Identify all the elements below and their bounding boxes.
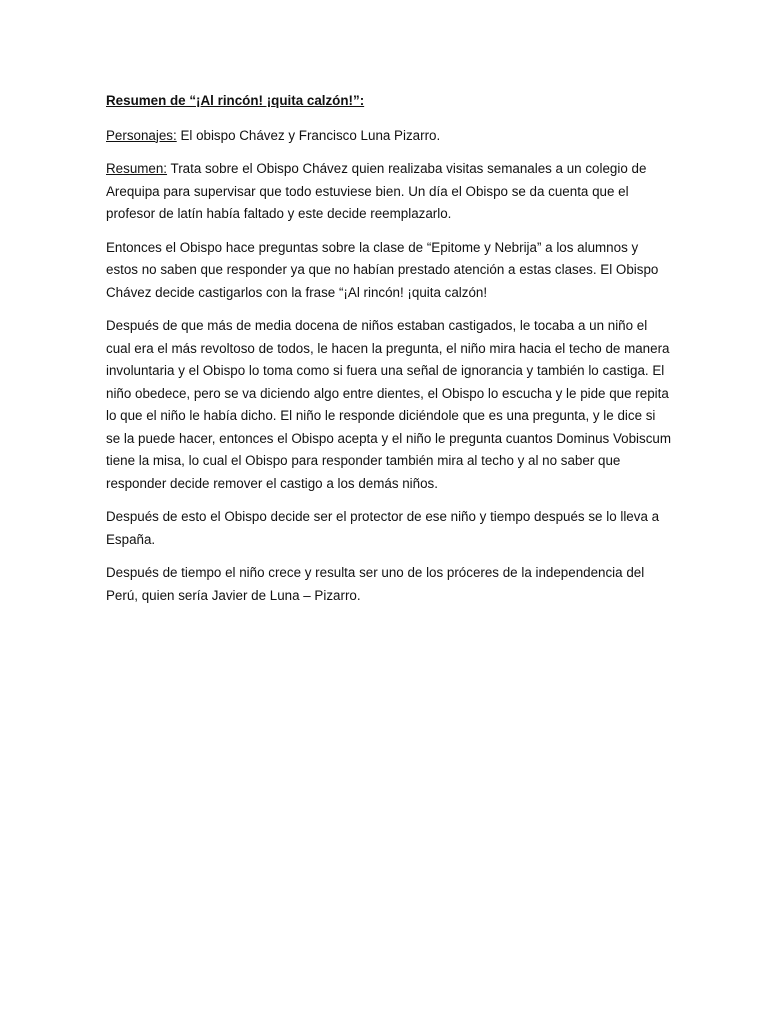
characters-text: El obispo Chávez y Francisco Luna Pizarro. [176, 127, 441, 143]
characters-label: Personajes: [106, 127, 177, 143]
summary-text: Trata sobre el Obispo Chávez quien realizaba visitas semanales a un colegio de Arequipa para supervisar que todo estuviese bien. Un día el Obispo se da cuenta que el profesor de latín había faltado y este decide reemplazarlo. [106, 161, 647, 221]
document-title: Resumen de “¡Al rincón! ¡quita calzón!”: [106, 93, 365, 108]
summary-label: Resumen: [106, 161, 168, 176]
body-paragraph-4: Después de tiempo el niño crece y resulta ser uno de los próceres de la independencia del Perú, quien sería Javier de Luna – Pizarro. [106, 565, 645, 603]
body-paragraph-2: Después de que más de media docena de niños estaban castigados, le tocaba a un niño el cual era el más revoltoso de todos, le hacen la pregunta, el niño mira hacia el techo de manera involuntaria y el Obispo lo toma como si fuera una señal de ignorancia y también lo castiga. El niño obedece, pero se va diciendo algo entre dientes, el Obispo lo escucha y le pide que repita lo que el niño le había dicho. El niño le responde diciéndole que es una pregunta, y le dice si se la puede hacer, entonces el Obispo acepta y el niño le pregunta cuantos Dominus Vobiscum tiene la misa, lo cual el Obispo para responder también mira al techo y al no saber que responder decide remover el castigo a los demás niños. [106, 318, 671, 491]
characters-paragraph [106, 125, 672, 148]
body-paragraph-3: Después de esto el Obispo decide ser el protector de ese niño y tiempo después se lo lleva a España. [106, 509, 660, 547]
body-paragraph-1: Entonces el Obispo hace preguntas sobre la clase de “Epitome y Nebrija” a los alumnos y estos no saben que responder ya que no habían prestado atención a estas clases. El Obispo Chávez decide castigarlos con la frase “¡Al rincón! ¡quita calzón! [106, 239, 659, 300]
summary-paragraph [106, 158, 672, 226]
